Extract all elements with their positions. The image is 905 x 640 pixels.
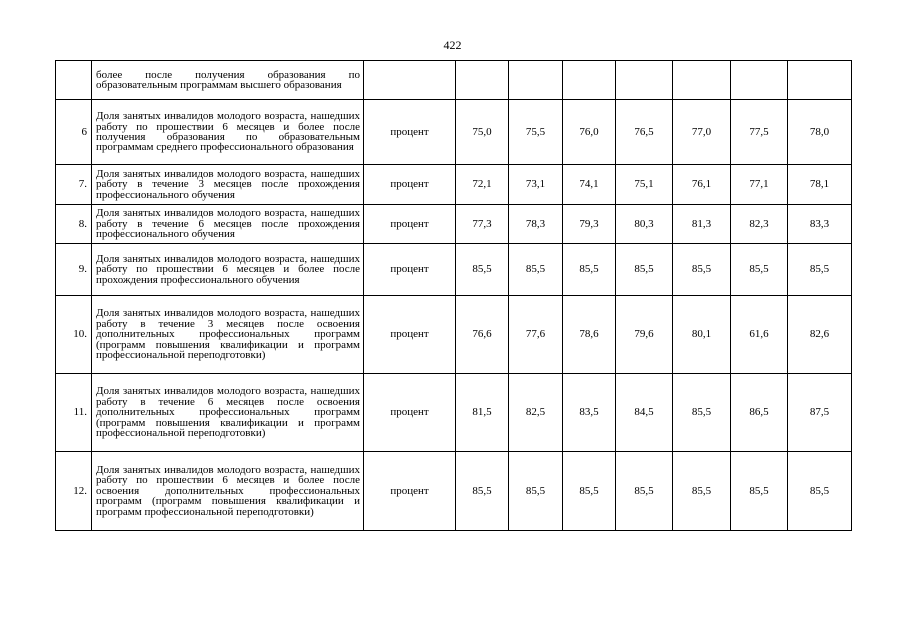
row-number: 11. xyxy=(56,374,92,452)
value-cell xyxy=(731,61,788,100)
value-cell: 73,1 xyxy=(509,165,563,205)
row-number: 6 xyxy=(56,100,92,165)
unit-cell: процент xyxy=(364,244,456,296)
value-cell: 80,1 xyxy=(673,296,731,374)
value-cell: 76,1 xyxy=(673,165,731,205)
value-cell: 78,1 xyxy=(788,165,852,205)
value-cell: 74,1 xyxy=(563,165,616,205)
row-number: 12. xyxy=(56,452,92,531)
row-number xyxy=(56,61,92,100)
value-cell xyxy=(456,61,509,100)
indicator-description: Доля занятых инвалидов молодого возраста, нашедших работу в течение 3 месяцев после прохождения профессионального обучения xyxy=(92,165,364,205)
table-row xyxy=(56,205,852,244)
table-row xyxy=(56,374,852,452)
indicator-description: Доля занятых инвалидов молодого возраста, нашедших работу в течение 6 месяцев после освоения дополнительных профессиональных программ (программ повышения квалификации и программ профессиональной переподготовки) xyxy=(92,374,364,452)
page-number: 422 xyxy=(443,38,462,52)
unit-cell: процент xyxy=(364,296,456,374)
value-cell: 83,5 xyxy=(563,374,616,452)
indicator-description: Доля занятых инвалидов молодого возраста, нашедших работу в течение 3 месяцев после освоения дополнительных профессиональных программ (программ повышения квалификации и программ профессиональной переподготовки) xyxy=(92,296,364,374)
value-cell: 77,0 xyxy=(673,100,731,165)
value-cell: 85,5 xyxy=(673,244,731,296)
value-cell: 85,5 xyxy=(788,452,852,531)
value-cell: 78,0 xyxy=(788,100,852,165)
value-cell: 76,0 xyxy=(563,100,616,165)
value-cell: 85,5 xyxy=(616,452,673,531)
value-cell: 83,3 xyxy=(788,205,852,244)
value-cell: 85,5 xyxy=(673,452,731,531)
indicator-description: Доля занятых инвалидов молодого возраста, нашедших работу по прошествии 6 месяцев и более после освоения дополнительных профессиональных программ (программ повышения квалификации и программ профессиональной переподготовки) xyxy=(92,452,364,531)
value-cell: 85,5 xyxy=(563,244,616,296)
value-cell: 75,1 xyxy=(616,165,673,205)
value-cell: 85,5 xyxy=(563,452,616,531)
value-cell: 77,6 xyxy=(509,296,563,374)
value-cell: 82,6 xyxy=(788,296,852,374)
table-row xyxy=(56,100,852,165)
value-cell: 86,5 xyxy=(731,374,788,452)
value-cell: 85,5 xyxy=(616,244,673,296)
value-cell: 85,5 xyxy=(731,452,788,531)
value-cell: 77,3 xyxy=(456,205,509,244)
value-cell: 84,5 xyxy=(616,374,673,452)
unit-cell: процент xyxy=(364,205,456,244)
value-cell: 79,6 xyxy=(616,296,673,374)
value-cell: 75,5 xyxy=(509,100,563,165)
indicator-description: более после получения образования по образовательным программам высшего образования xyxy=(92,61,364,100)
value-cell: 76,6 xyxy=(456,296,509,374)
value-cell: 72,1 xyxy=(456,165,509,205)
value-cell xyxy=(616,61,673,100)
indicator-description: Доля занятых инвалидов молодого возраста, нашедших работу в течение 6 месяцев после прохождения профессионального обучения xyxy=(92,205,364,244)
value-cell: 78,3 xyxy=(509,205,563,244)
value-cell: 80,3 xyxy=(616,205,673,244)
value-cell: 77,5 xyxy=(731,100,788,165)
table-row xyxy=(56,244,852,296)
value-cell xyxy=(673,61,731,100)
value-cell: 85,5 xyxy=(456,244,509,296)
value-cell: 85,5 xyxy=(509,244,563,296)
value-cell xyxy=(788,61,852,100)
value-cell xyxy=(509,61,563,100)
table-row xyxy=(56,165,852,205)
value-cell: 77,1 xyxy=(731,165,788,205)
value-cell: 81,3 xyxy=(673,205,731,244)
row-number: 7. xyxy=(56,165,92,205)
value-cell: 82,5 xyxy=(509,374,563,452)
unit-cell: процент xyxy=(364,165,456,205)
unit-cell: процент xyxy=(364,100,456,165)
table-row xyxy=(56,452,852,531)
unit-cell: процент xyxy=(364,452,456,531)
value-cell: 61,6 xyxy=(731,296,788,374)
value-cell: 87,5 xyxy=(788,374,852,452)
value-cell: 85,5 xyxy=(509,452,563,531)
table-row xyxy=(56,61,852,100)
value-cell: 85,5 xyxy=(456,452,509,531)
value-cell: 82,3 xyxy=(731,205,788,244)
row-number: 9. xyxy=(56,244,92,296)
row-number: 8. xyxy=(56,205,92,244)
value-cell xyxy=(563,61,616,100)
unit-cell: процент xyxy=(364,374,456,452)
row-number: 10. xyxy=(56,296,92,374)
value-cell: 79,3 xyxy=(563,205,616,244)
value-cell: 78,6 xyxy=(563,296,616,374)
value-cell: 81,5 xyxy=(456,374,509,452)
value-cell: 85,5 xyxy=(788,244,852,296)
table-row xyxy=(56,296,852,374)
value-cell: 85,5 xyxy=(731,244,788,296)
indicators-table xyxy=(55,60,852,531)
indicator-description: Доля занятых инвалидов молодого возраста, нашедших работу по прошествии 6 месяцев и более после получения образования по образовательным программам среднего профессионального образования xyxy=(92,100,364,165)
value-cell: 75,0 xyxy=(456,100,509,165)
indicator-description: Доля занятых инвалидов молодого возраста, нашедших работу по прошествии 6 месяцев и более после прохождения профессионального обучения xyxy=(92,244,364,296)
value-cell: 76,5 xyxy=(616,100,673,165)
unit-cell xyxy=(364,61,456,100)
value-cell: 85,5 xyxy=(673,374,731,452)
